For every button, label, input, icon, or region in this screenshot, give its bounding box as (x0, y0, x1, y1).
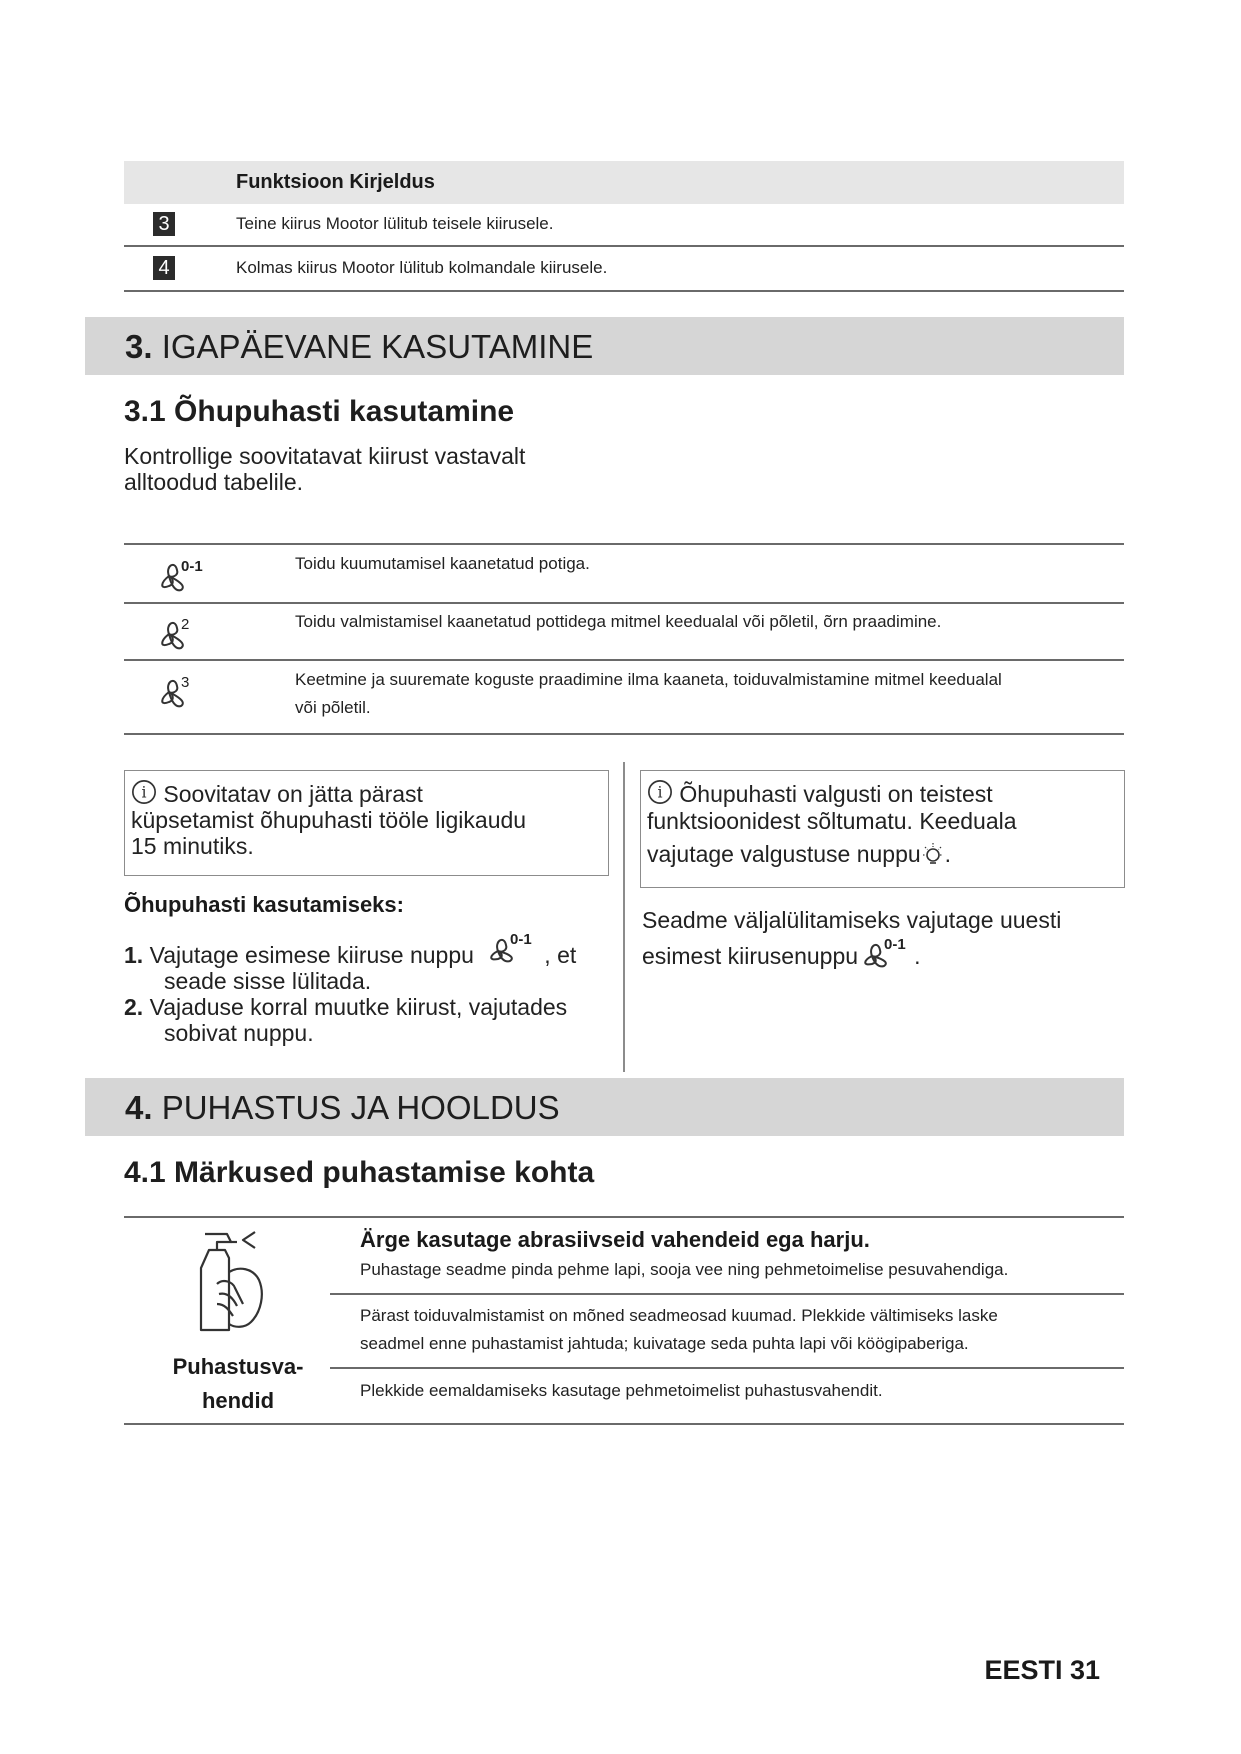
info-line: 15 minutiks. (131, 833, 254, 859)
off-line: Seadme väljalülitamiseks vajutage uuesti (642, 907, 1062, 933)
step-text: seade sisse lülitada. (164, 968, 372, 994)
section-title: PUHASTUS JA HOOLDUS (161, 1089, 560, 1126)
fan-speed-1-icon (480, 931, 544, 967)
info-icon (131, 779, 157, 805)
intro-text (124, 443, 525, 495)
intro-line: alltoodud tabelile. (124, 469, 304, 495)
fan-speed-3-icon (155, 670, 215, 710)
speed-row-text: Toidu kuumutamisel kaanetatud potiga. (295, 554, 590, 573)
step-item (124, 994, 576, 1046)
table-divider (124, 1423, 1124, 1425)
cleaning-row-text: Puhastage seadme pinda pehme lapi, sooja vee ning pehmetoimelise pesuvahendiga. (360, 1260, 1009, 1279)
function-number-badge: 3 (153, 212, 175, 236)
info-line: . (944, 841, 952, 867)
section-3-title-bar (85, 317, 1124, 375)
page-footer: EESTI 31 (984, 1655, 1100, 1685)
cleaning-warning-title: Ärge kasutage abrasiivseid vahendeid ega harju. (360, 1227, 870, 1252)
step-text: Vajaduse korral muutke kiirust, vajutades (149, 994, 568, 1020)
info-line: küpsetamist õhupuhasti tööle ligikaudu (131, 807, 527, 833)
off-instructions (642, 902, 1061, 974)
cleaning-row-line: Pärast toiduvalmistamist on mõned seadmeosad kuumad. Plekkide vältimiseks laske (360, 1306, 998, 1325)
table-divider (124, 733, 1124, 735)
fan-speed-2-icon (155, 612, 215, 652)
info-line: vajutage valgustuse nuppu (647, 841, 921, 867)
speed-label: 0-1 (181, 558, 203, 575)
info-text (647, 779, 1017, 868)
table-divider (330, 1293, 1124, 1295)
fan-speed-1-icon (858, 936, 914, 968)
caption-line: hendid (201, 1388, 275, 1413)
light-bulb-icon (921, 842, 945, 868)
speed-row-text: Toidu valmistamisel kaanetatud pottidega mitmel keedualal või põletil, õrn praadimine. (295, 612, 942, 631)
table-divider (124, 659, 1124, 661)
intro-line: Kontrollige soovitatavat kiirust vastavalt (124, 443, 526, 469)
cleaning-row-line: seadmel enne puhastamist jahtuda; kuivatage seda puhta lapi või köögipaberiga. (360, 1334, 969, 1353)
function-row-text: Teine kiirus Mootor lülitub teisele kiirusele. (236, 214, 554, 233)
subsection-title: 3.1 Õhupuhasti kasutamine (124, 395, 515, 428)
fan-speed-1-icon (155, 554, 215, 594)
info-icon (647, 779, 673, 805)
speed-label: 0-1 (510, 931, 532, 948)
usage-steps (124, 931, 577, 1046)
subsection-title: 4.1 Märkused puhastamise kohta (124, 1156, 595, 1189)
info-box-right (640, 770, 1125, 888)
svg-text:i: i (657, 782, 663, 802)
info-box-left (124, 770, 609, 876)
function-number-badge: 4 (153, 256, 175, 280)
speed-label: 3 (181, 674, 190, 691)
section-number: 3. (125, 328, 153, 365)
step-number: 1. (124, 942, 144, 968)
function-row-text: Kolmas kiirus Mootor lülitub kolmandale kiirusele. (236, 258, 608, 277)
caption-line: Puhastusva- (172, 1354, 304, 1379)
speed-row-text (295, 666, 1115, 722)
speed-row-line: või põletil. (295, 698, 371, 717)
step-text: , et (544, 942, 577, 968)
table-divider (124, 543, 1124, 545)
step-text: Vajutage esimese kiiruse nuppu (149, 942, 474, 968)
speed-row-line: Keetmine ja suuremate koguste praadimine ilma kaaneta, toiduvalmistamine mitmel keedualal (295, 670, 1002, 689)
svg-text:i: i (141, 782, 147, 802)
cleaning-row-text: Plekkide eemaldamiseks kasutage pehmetoimelist puhastusvahendit. (360, 1381, 883, 1400)
section-4-title-bar (85, 1078, 1124, 1136)
step-number: 2. (124, 994, 144, 1020)
off-line: . (914, 943, 921, 969)
spray-bottle-icon (195, 1228, 285, 1338)
speed-label: 2 (181, 616, 190, 633)
table-divider (124, 1216, 1124, 1218)
cleaning-agents-caption (150, 1350, 326, 1418)
step-text: sobivat nuppu. (164, 1020, 314, 1046)
info-line: Soovitatav on jätta pärast (163, 781, 423, 807)
column-divider (623, 762, 625, 1072)
table-divider (124, 245, 1124, 247)
off-line: esimest kiirusenuppu (642, 943, 859, 969)
function-table-header (124, 161, 1124, 204)
step-item (124, 931, 577, 994)
cleaning-row-text (360, 1302, 1120, 1358)
info-line: funktsioonidest sõltumatu. Keeduala (647, 808, 1017, 834)
section-title: IGAPÄEVANE KASUTAMINE (161, 328, 594, 365)
table-divider (124, 290, 1124, 292)
speed-label: 0-1 (884, 936, 906, 953)
function-table-header-label: Funktsioon Kirjeldus (236, 171, 435, 193)
table-divider (124, 602, 1124, 604)
usage-heading: Õhupuhasti kasutamiseks: (124, 892, 404, 917)
section-number: 4. (125, 1089, 153, 1126)
info-line: Õhupuhasti valgusti on teistest (679, 781, 993, 807)
info-text (131, 779, 526, 859)
table-divider (330, 1367, 1124, 1369)
